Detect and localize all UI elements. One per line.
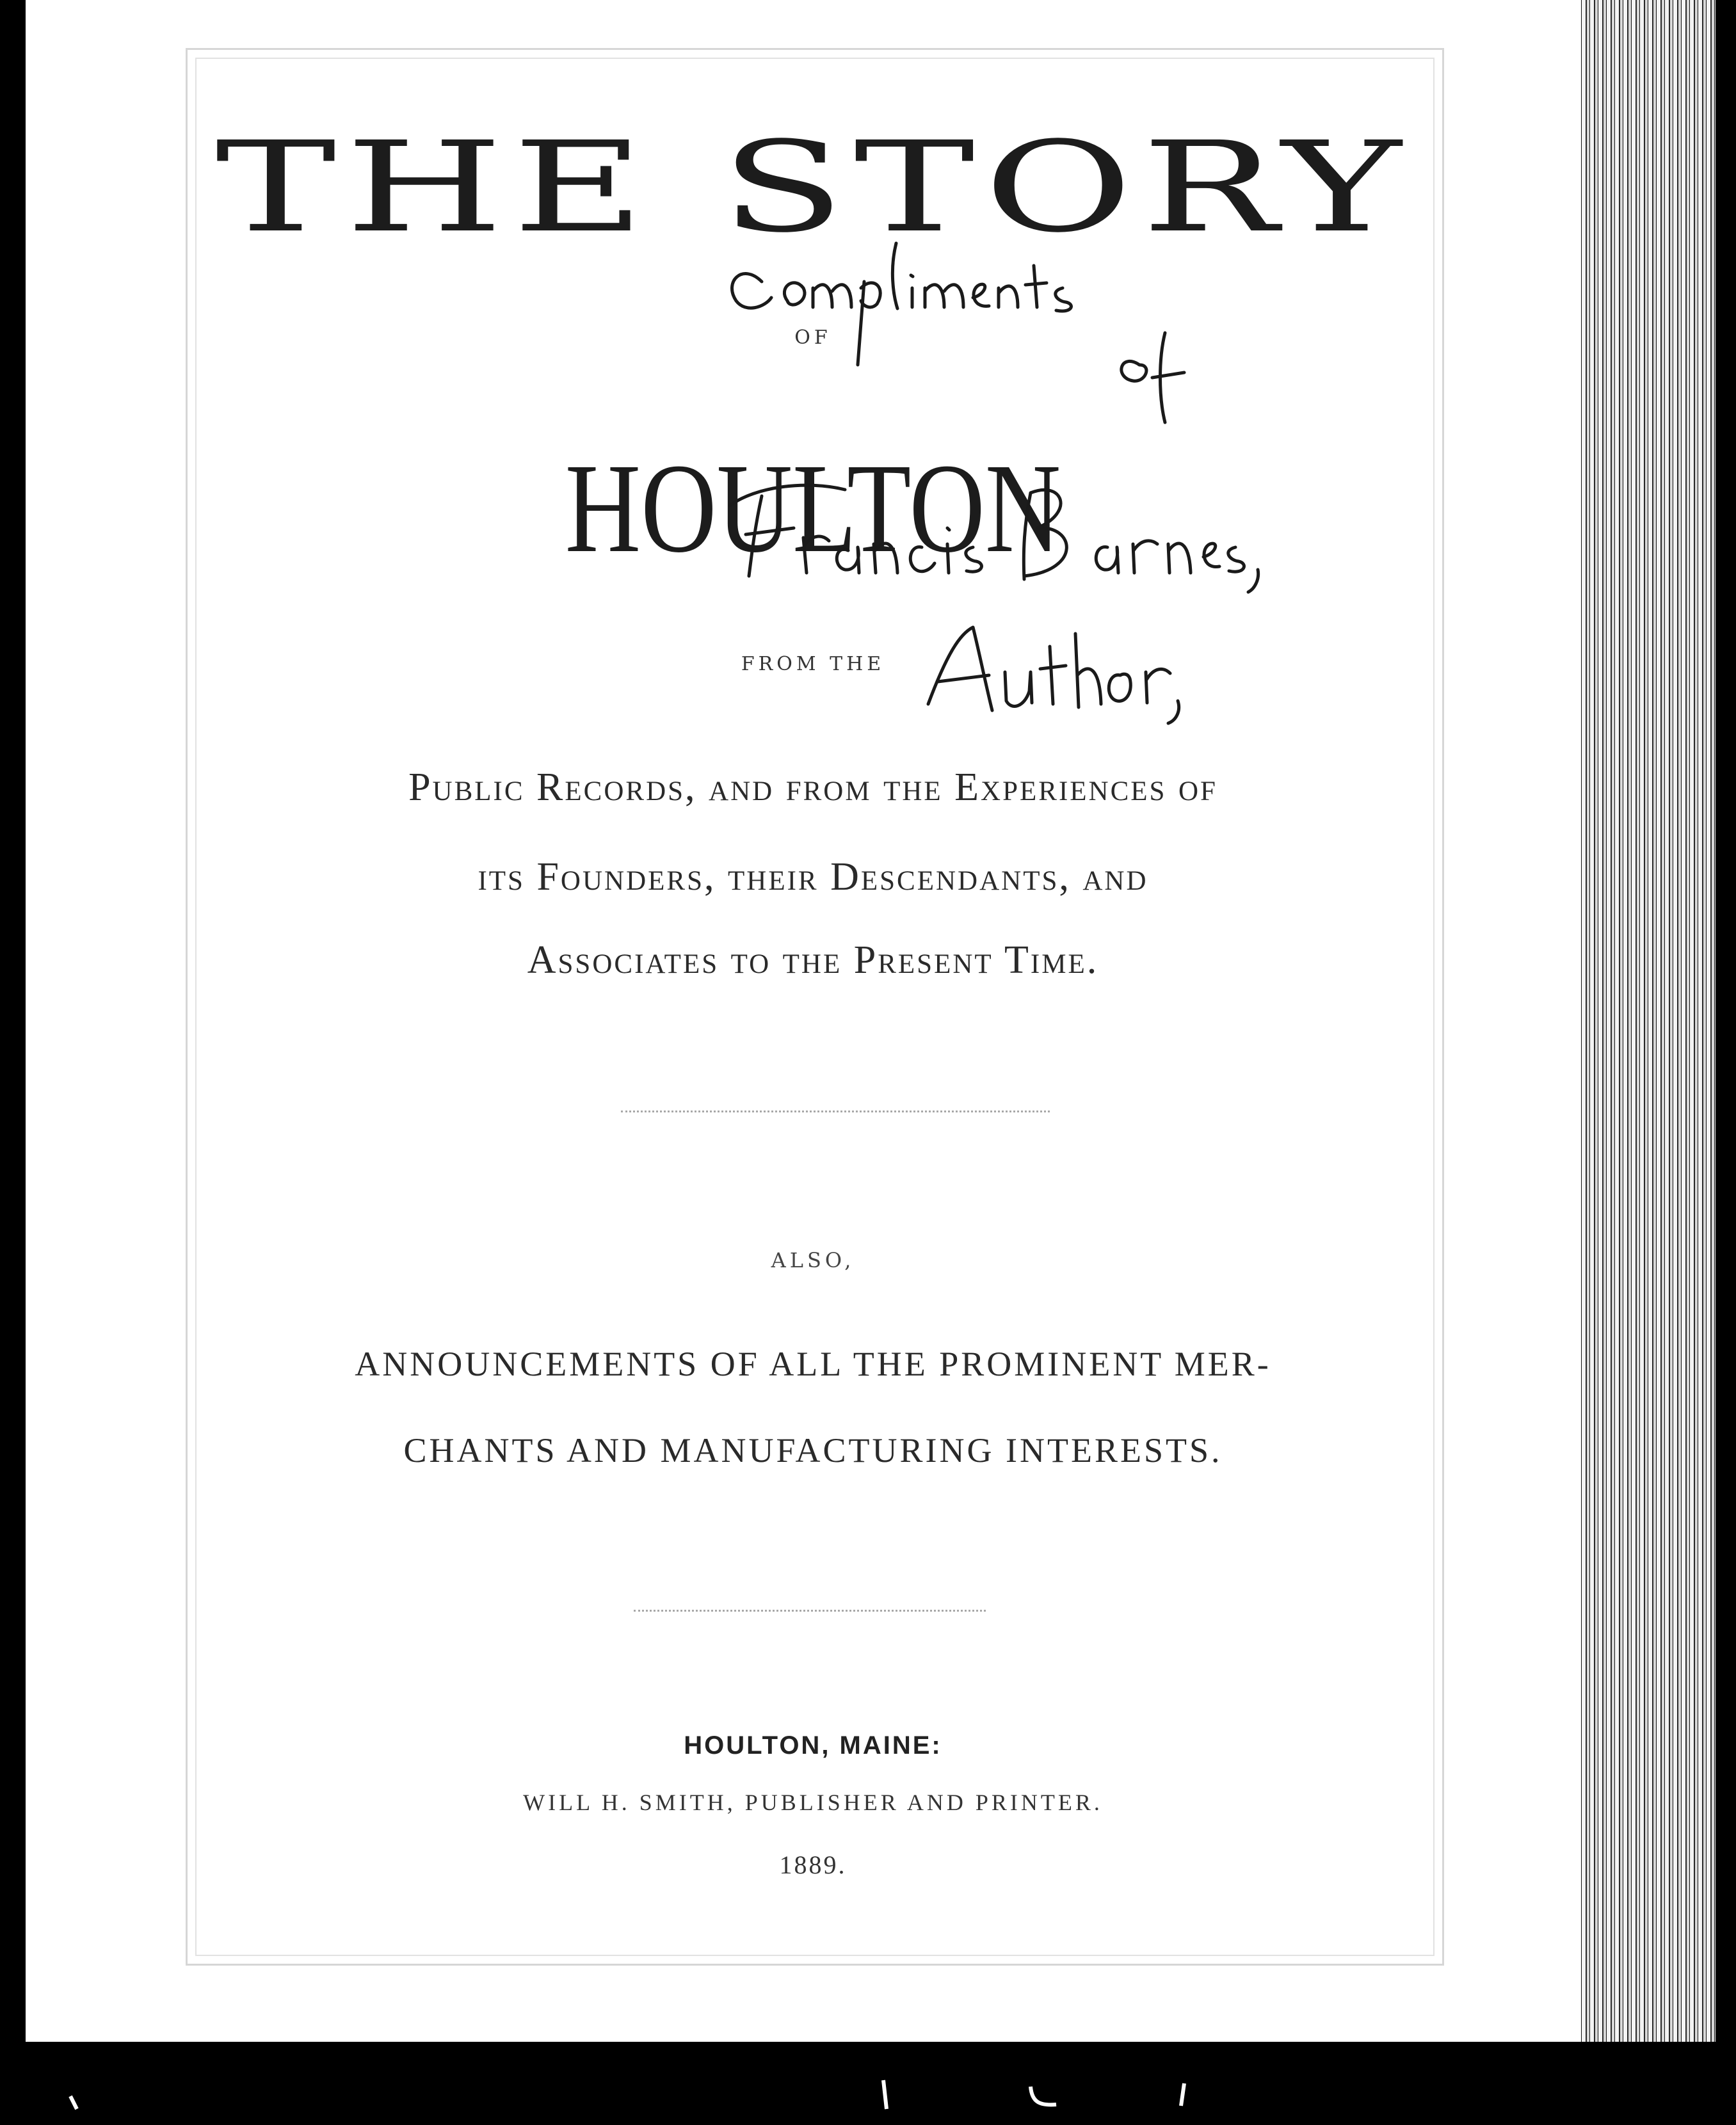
title-line-2: HOULTON xyxy=(565,438,1061,579)
title-line-1: THE STORY xyxy=(215,115,1411,260)
title-page xyxy=(26,0,1581,2042)
title-of: OF xyxy=(794,326,832,349)
handwritten-inscription xyxy=(717,205,1485,768)
divider-rule-2 xyxy=(634,1610,986,1612)
also-label: ALSO, xyxy=(771,1248,855,1272)
subtitle-line-1: Public Records, and from the Experiences of xyxy=(408,766,1218,809)
scan-edge-marks xyxy=(0,2042,1736,2125)
imprint-year: 1889. xyxy=(779,1850,847,1879)
subtitle-line-2: its Founders, their Descendants, and xyxy=(478,855,1148,899)
announcements-line-1: ANNOUNCEMENTS OF ALL THE PROMINENT MER- xyxy=(355,1345,1271,1383)
announcements-line-2: CHANTS AND MANUFACTURING INTERESTS. xyxy=(403,1431,1223,1470)
imprint-publisher: WILL H. SMITH, PUBLISHER AND PRINTER. xyxy=(523,1790,1103,1815)
imprint-place: HOULTON, MAINE: xyxy=(684,1731,942,1760)
subtitle-line-3: Associates to the Present Time. xyxy=(527,938,1099,982)
title-from-the: FROM THE xyxy=(741,653,885,675)
divider-rule-1 xyxy=(621,1111,1050,1112)
